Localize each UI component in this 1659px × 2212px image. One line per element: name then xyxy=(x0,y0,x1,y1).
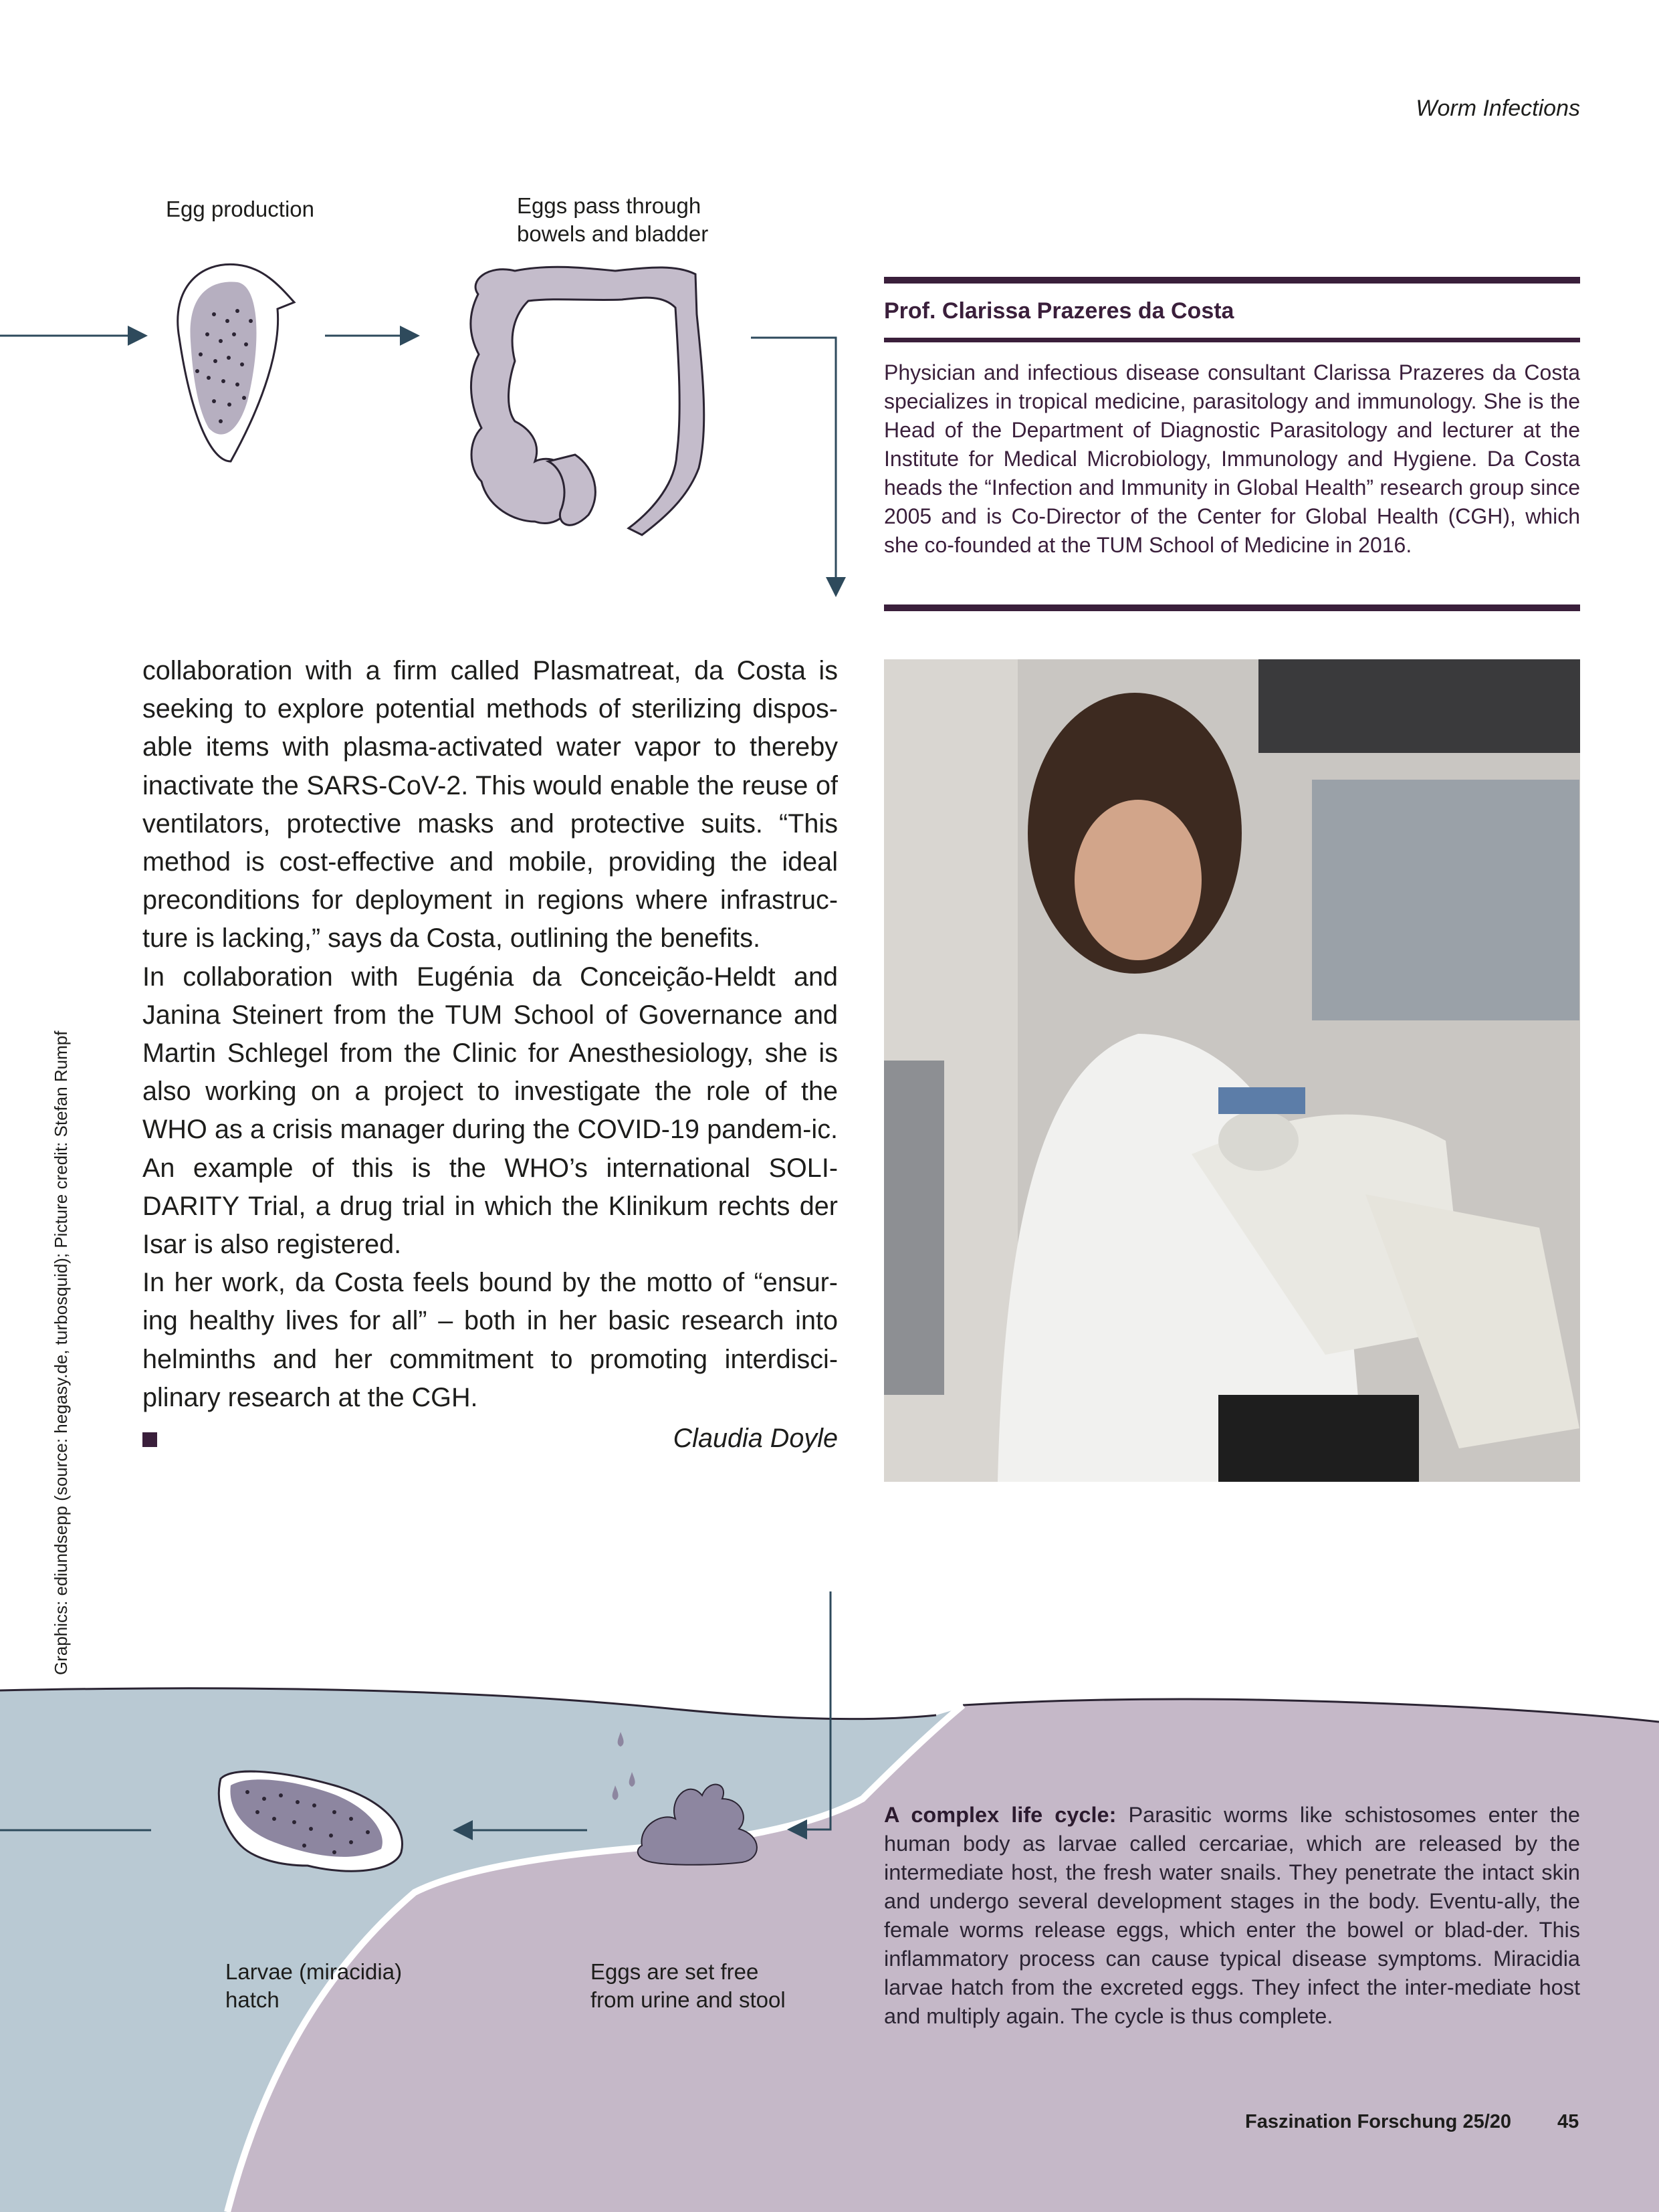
end-mark-icon xyxy=(142,1432,157,1447)
bio-top-rule xyxy=(884,277,1580,284)
label-egg-production: Egg production xyxy=(166,197,314,221)
label-eggs-free-line1: Eggs are set free xyxy=(590,1959,759,1984)
article-paragraph: collaboration with a firm called Plasmatreat, da Costa is seeking to explore potential methods of sterilizing dispos-able items with plasma-activated water vapor to thereby inactivate the SARS-CoV-2. This would enable the reuse of ventilators, protective masks and protective suits. “This method is cost-effective and mobile, providing the ideal preconditions for deployment in regions where infrastruc-ture is lacking,” says da Costa, outlining the benefits. xyxy=(142,656,838,954)
label-eggs-pass-line1: Eggs pass through xyxy=(517,193,701,218)
label-eggs-pass xyxy=(517,192,708,248)
portrait-illustration xyxy=(884,659,1580,1482)
label-eggs-free-line2: from urine and stool xyxy=(590,1987,786,2012)
picture-credit: Graphics: ediundsepp (source: hegasy.de, turbosquid); Picture credit: Stefan Rumpf xyxy=(51,1030,71,1675)
bio-bottom-rule xyxy=(884,604,1580,611)
portrait-photo xyxy=(884,659,1580,1482)
section-header: Worm Infections xyxy=(1416,96,1580,121)
bio-box xyxy=(884,277,1580,560)
arrow-bowel-down xyxy=(751,338,836,595)
bowel-icon xyxy=(465,267,704,535)
label-larvae-line1: Larvae (miracidia) xyxy=(225,1959,403,1984)
label-eggs-pass-line2: bowels and bladder xyxy=(517,221,709,246)
magazine-name: Faszination Forschung 25/20 xyxy=(1245,2111,1512,2132)
article-signoff xyxy=(142,1420,838,1458)
label-larvae-line2: hatch xyxy=(225,1987,280,2012)
article-paragraph: In collaboration with Eugénia da Conceição-Heldt and Janina Steinert from the TUM School of Governance and Martin Schlegel from the Clinic for Anesthesiology, she is also working on a project to investigate the role of the WHO as a crisis manager during the COVID-19 pandem-ic. An example of this is the WHO’s international SOLI-DARITY Trial, a drug trial in which the Klinikum rechts der Isar is also registered. xyxy=(142,962,838,1260)
hatching-egg-icon xyxy=(219,1771,402,1871)
page-number: 45 xyxy=(1557,2111,1579,2132)
stool-icon xyxy=(613,1732,757,1865)
article-body xyxy=(142,652,838,1458)
caption-lead: A complex life cycle: xyxy=(884,1803,1117,1827)
egg-cell-icon xyxy=(178,264,294,461)
caption-text: Parasitic worms like schistosomes enter the human body as larvae called cercariae, which are released by the intermediate host, the fresh water snails. They penetrate the intact skin and undergo several development stages in the body. Eventu-ally, the female worms release eggs, which enter the bowel or blad-der. This inflammatory process can cause typical disease symptoms. Miracidia larvae hatch from the excreted eggs. They infect the inter-mediate host and multiply again. The cycle is thus complete. xyxy=(884,1803,1580,2028)
author-name: Claudia Doyle xyxy=(673,1424,838,1454)
article-paragraph: In her work, da Costa feels bound by the motto of “ensur-ing healthy lives for all” – both in her basic research into helminths and her commitment to promoting interdisci-plinary research at the CGH. xyxy=(142,1268,838,1412)
bio-name-rule xyxy=(884,338,1580,342)
arrow-connector-down xyxy=(789,1591,831,1830)
label-larvae-hatch xyxy=(225,1958,402,2014)
label-eggs-free xyxy=(590,1958,786,2014)
bio-text: Physician and infectious disease consultant Clarissa Prazeres da Costa specializes in tropical medicine, parasitology and immunology. She is the Head of the Department of Diagnostic Parasitology and lecturer at the Institute for Medical Microbiology, Immunology and Hygiene. Da Costa heads the “Infection and Immunity in Global Health” research group since 2005 and is Co-Director of the Center for Global Health (CGH), which she co-founded at the TUM School of Medicine in 2016. xyxy=(884,360,1580,557)
bio-name: Prof. Clarissa Prazeres da Costa xyxy=(884,298,1234,324)
life-cycle-caption xyxy=(884,1801,1580,2031)
